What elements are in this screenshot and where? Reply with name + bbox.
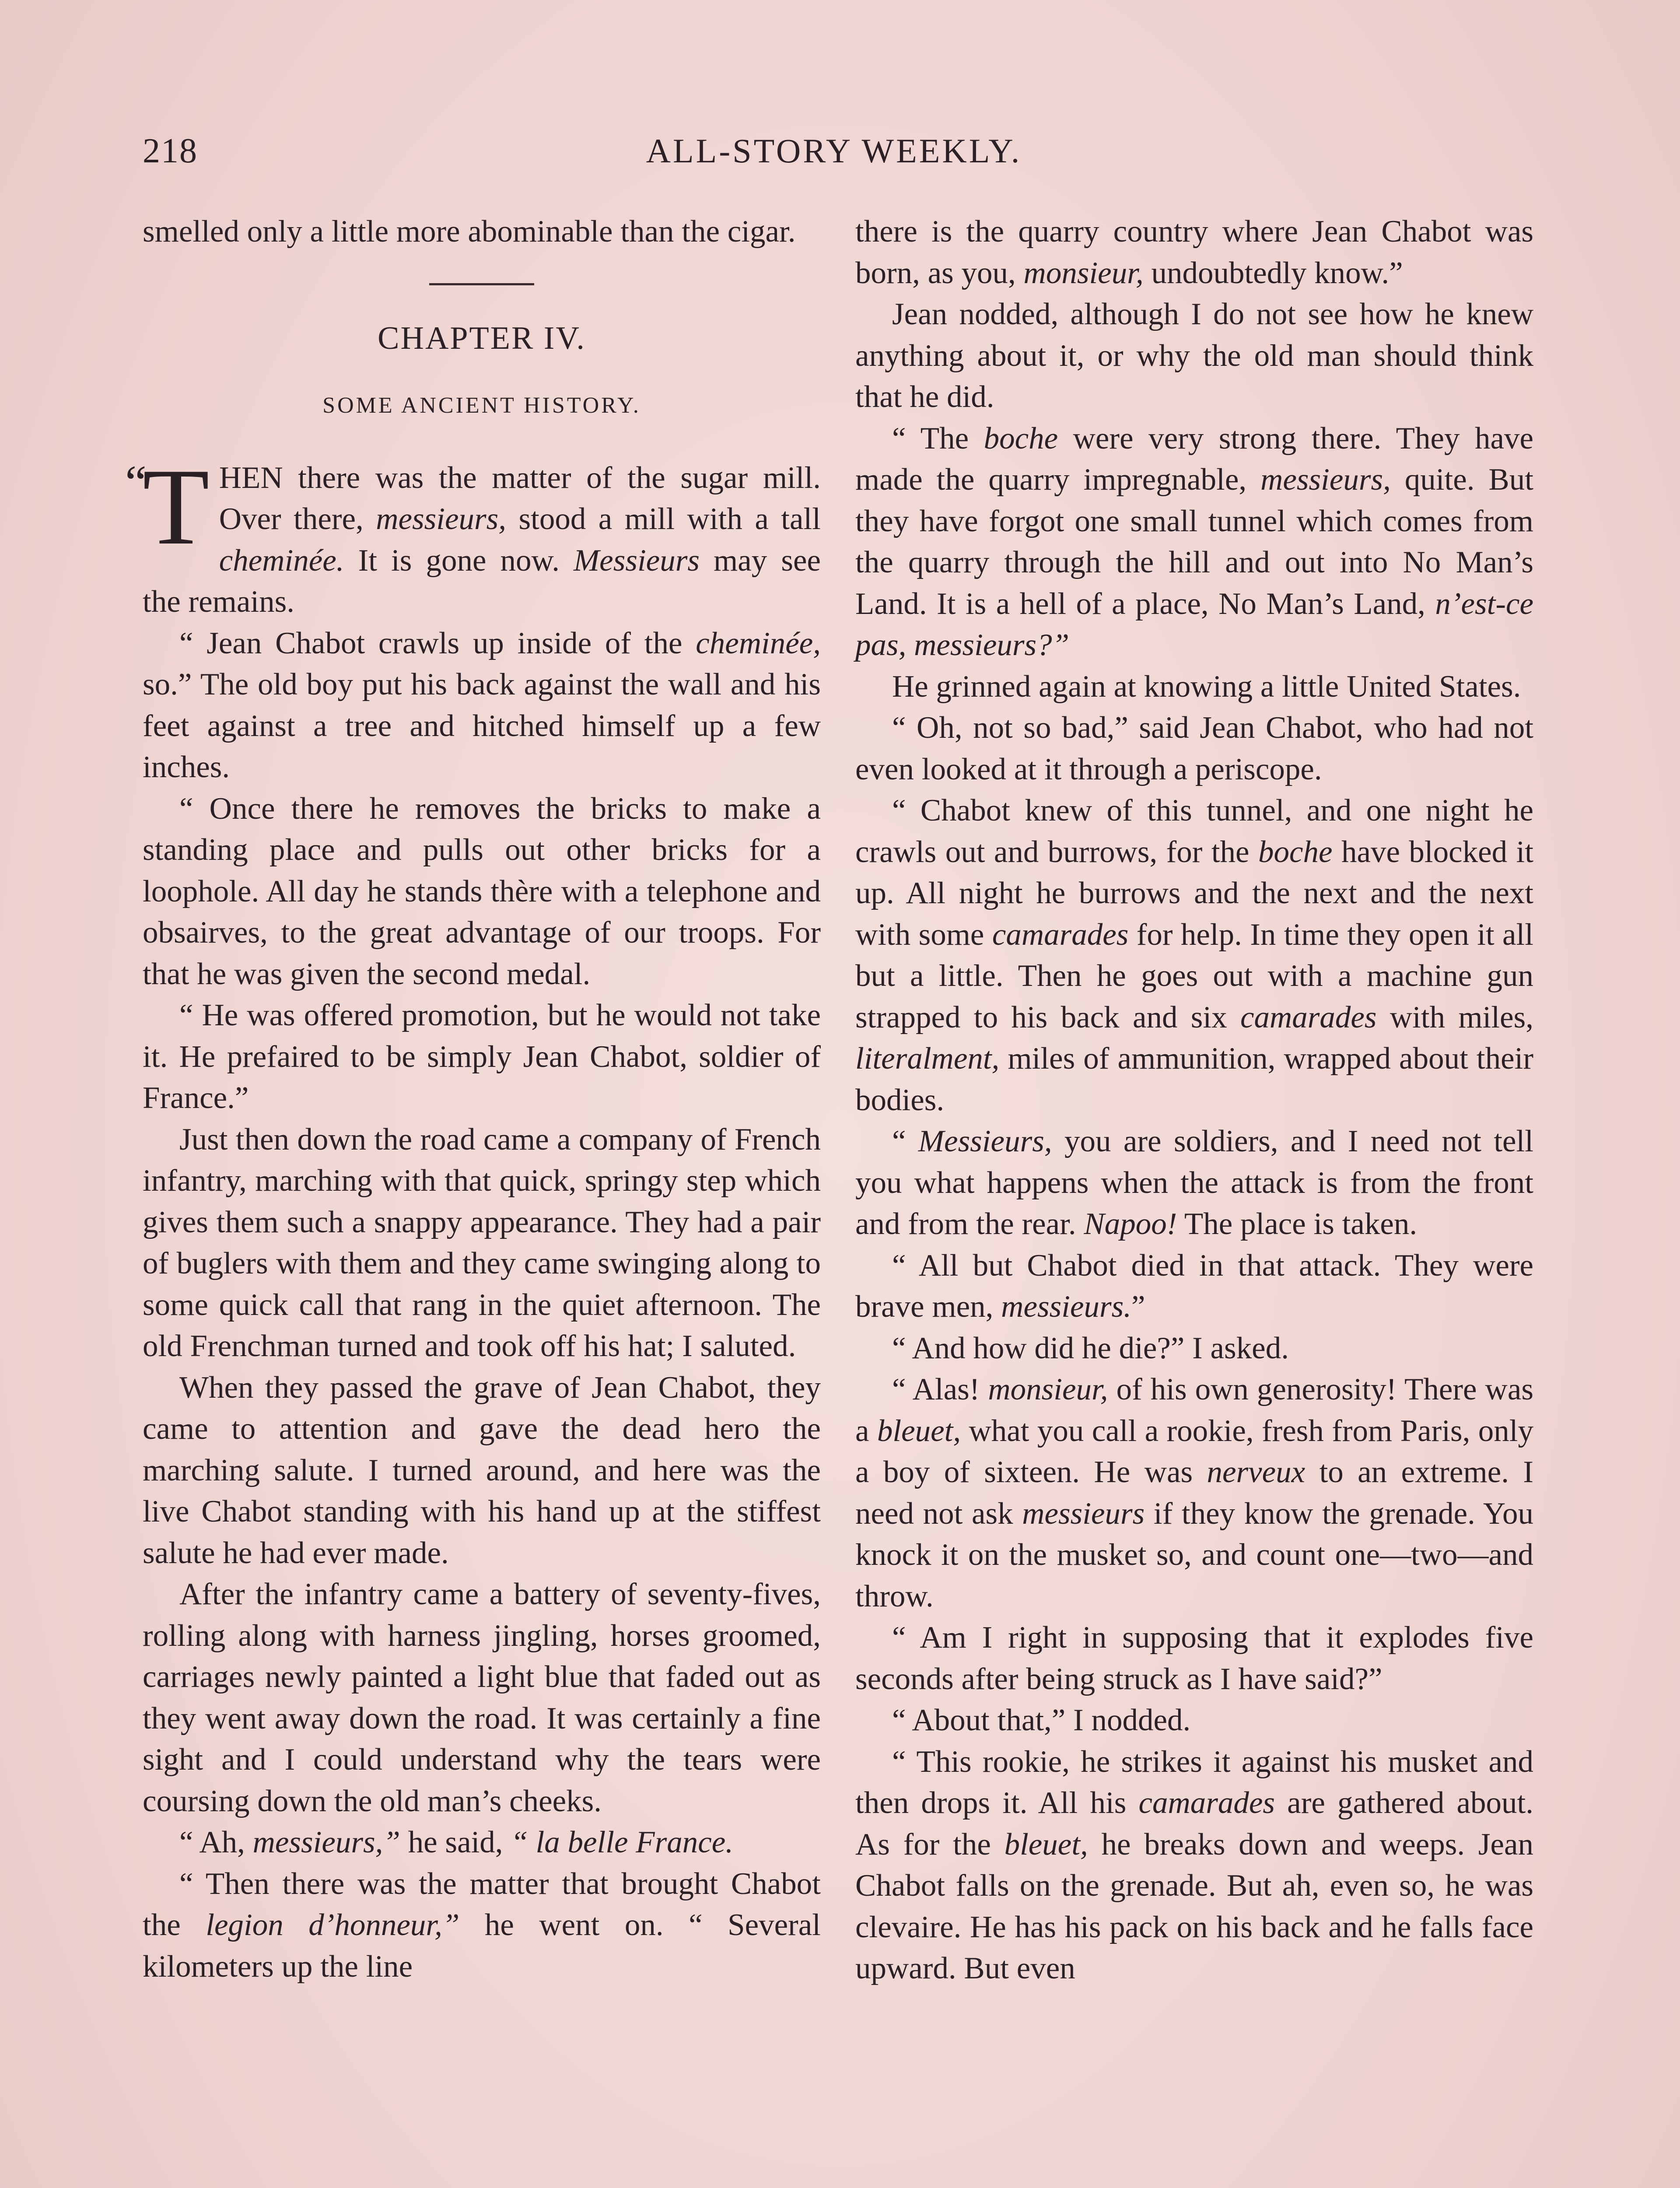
text-run: ” [1131, 1290, 1145, 1324]
text-run: miles of ammunition, wrapped about their bodies. [855, 1041, 1533, 1117]
paragraph: “ Once there he removes the bricks to make a standing place and pulls out other bricks for a loophole. All day he stands thère with a telephone and obsairves, to the great advantage of our troops. For that he was given the second medal. [143, 791, 821, 991]
paragraph [855, 1245, 1533, 1328]
italic-run: messieurs [1022, 1496, 1145, 1531]
text-run: “ Jean Chabot crawls up inside of the [179, 626, 696, 660]
paragraph: “ About that,” I nodded. [892, 1703, 1191, 1737]
text-run: “ All but Chabot died in that attack. They were brave men, [855, 1248, 1533, 1324]
paragraph: “ Am I right in supposing that it explodes five seconds after being struck as I have said?” [855, 1620, 1533, 1696]
italic-run: boche [984, 421, 1058, 456]
text-run: what you call a rookie, fresh from Paris, only a boy of sixteen. He was [855, 1413, 1534, 1489]
left-column [125, 211, 821, 1987]
paragraph [855, 790, 1533, 1121]
paragraph: After the infantry came a battery of seventy-fives, rolling along with harness jingling, horses groomed, carriages newly painted a light blue that faded out as they went away down the road. It was certainly a fine sight and I could understand why the tears were coursing down the old man’s cheeks. [143, 1577, 821, 1818]
italic-run: cheminée, [696, 626, 821, 660]
drop-cap-letter: T [143, 446, 210, 568]
italic-run: literalment, [855, 1041, 1000, 1076]
text-run: were very strong there. They have made the quarry impregnable, [855, 421, 1533, 497]
paragraph [143, 623, 821, 788]
paragraph-dropcap [125, 446, 821, 623]
text-run: have blocked it up. All night he burrows and the next and the next with some [855, 835, 1534, 952]
text-run: you are soldiers, and I need not tell you what happens when the attack is from the front and from the rear. [855, 1124, 1534, 1241]
italic-run: messieurs,” [252, 1825, 400, 1859]
italic-run: camarades [992, 917, 1129, 952]
text-run: The place is taken. [1177, 1207, 1418, 1241]
right-column [855, 211, 1533, 1989]
text-run: quite. But they have forgot one small tunnel which comes from the quarry through the hill and out into No Man’s Land. It is a hell of a place, No Man’s Land, [855, 463, 1533, 621]
paragraph [143, 1863, 821, 1988]
text-run: undoubtedly know.” [1143, 256, 1403, 290]
italic-run: camarades [1240, 1000, 1377, 1034]
paragraph: He grinned again at knowing a little United States. [892, 669, 1521, 704]
italic-run: cheminée. [219, 543, 344, 578]
text-run: “ This rookie, he strikes it against his musket and then drops it. All his [855, 1744, 1533, 1820]
paragraph: When they passed the grave of Jean Chabot, they came to attention and gave the dead hero the marching salute. I turned around, and here was the live Chabot standing with his hand up at the stiffest salute he had ever made. [143, 1370, 821, 1570]
italic-run: monsieur, [1023, 256, 1144, 290]
chapter-subtitle: SOME ANCIENT HISTORY. [322, 393, 641, 418]
italic-run: “ la belle France. [511, 1825, 734, 1859]
italic-run: messieurs, [376, 502, 507, 536]
drop-cap-quote: “ [125, 455, 147, 509]
text-run: for help. In time they open it all but a little. Then he goes out with a machine gun strapped to his back and six [855, 917, 1533, 1034]
text-run: there is the quarry country where Jean Chabot was born, as you, [855, 214, 1533, 290]
drop-cap [125, 446, 210, 568]
text-run: may see the remains. [143, 543, 821, 619]
running-title: ALL-STORY WEEKLY. [646, 132, 1022, 170]
paragraph: “ Oh, not so bad,” said Jean Chabot, who had not even looked at it through a periscope. [855, 711, 1533, 786]
paragraph [855, 418, 1533, 666]
text-run: he went on. “ Several kilometers up the line [143, 1908, 821, 1984]
section-divider [429, 283, 534, 285]
paragraph: smelled only a little more abominable than the cigar. [143, 214, 796, 249]
text-run: HEN there was the matter of the sugar mill. Over there, [219, 460, 821, 536]
paragraph: “ He was offered promotion, but he would not take it. He prefaired to be simply Jean Chabot, soldier of France.” [143, 998, 821, 1115]
italic-run: bleuet, [1004, 1827, 1088, 1862]
italic-run: messieurs, [1260, 463, 1391, 497]
text-run: “ [892, 1124, 918, 1158]
text-run: It is gone now. [344, 543, 574, 578]
italic-run: boche [1258, 835, 1333, 869]
paragraph [855, 1121, 1533, 1245]
italic-run: camarades [1138, 1786, 1275, 1820]
text-run: “ The [892, 421, 984, 456]
text-run: he breaks down and weeps. Jean Chabot falls on the grenade. But ah, even so, he was clevaire. He has his pack on his back and he falls face upward. But even [855, 1827, 1533, 1985]
paragraph: “ And how did he die?” I asked. [892, 1331, 1289, 1365]
paragraph [855, 1741, 1533, 1989]
italic-run: Messieurs [574, 543, 700, 578]
paragraph [855, 211, 1533, 294]
italic-run: Messieurs, [918, 1124, 1052, 1158]
chapter-title: CHAPTER IV. [378, 320, 586, 356]
italic-run: Napoo! [1084, 1207, 1177, 1241]
italic-run: messieurs. [1001, 1290, 1131, 1324]
text-run: “ Alas! [892, 1372, 988, 1406]
paragraph [855, 1369, 1533, 1617]
text-run: if they know the grenade. You knock it on the musket so, and count one—two—and throw. [855, 1496, 1533, 1613]
text-run: are gathered about. As for the [855, 1786, 1533, 1862]
text-run: stood a mill with a tall [506, 502, 821, 536]
text-run: “ Ah, [179, 1825, 253, 1859]
text-run: so.” The old boy put his back against the wall and his feet against a tree and hitched himself up a few inches. [143, 667, 821, 784]
text-run: “ Chabot knew of this tunnel, and one night he crawls out and burrows, for the [855, 793, 1533, 869]
text-run: he said, [400, 1825, 511, 1859]
text-run: to an extreme. I need not ask [855, 1455, 1533, 1531]
text-run: with miles, [1376, 1000, 1533, 1034]
italic-run: n’est-ce pas, messieurs?” [855, 586, 1533, 662]
italic-run: nerveux [1207, 1455, 1306, 1489]
italic-run: monsieur, [988, 1372, 1108, 1406]
italic-run: bleuet, [877, 1413, 961, 1448]
italic-run: legion d’honneur,” [206, 1908, 460, 1942]
paragraph [143, 1822, 821, 1863]
paragraph: Jean nodded, although I do not see how he knew anything about it, or why the old man should think that he did. [855, 297, 1533, 414]
text-run: “ Then there was the matter that brought Chabot the [143, 1866, 821, 1942]
paragraph: Just then down the road came a company of French infantry, marching with that quick, springy step which gives them such a snappy appearance. They had a pair of buglers with them and they came swinging along to some quick call that rang in the quiet afternoon. The old Frenchman turned and took off his hat; I saluted. [143, 1122, 821, 1363]
text-run: of his own generosity! There was a [855, 1372, 1533, 1448]
page-header [143, 131, 1525, 184]
page-number: 218 [143, 132, 198, 170]
